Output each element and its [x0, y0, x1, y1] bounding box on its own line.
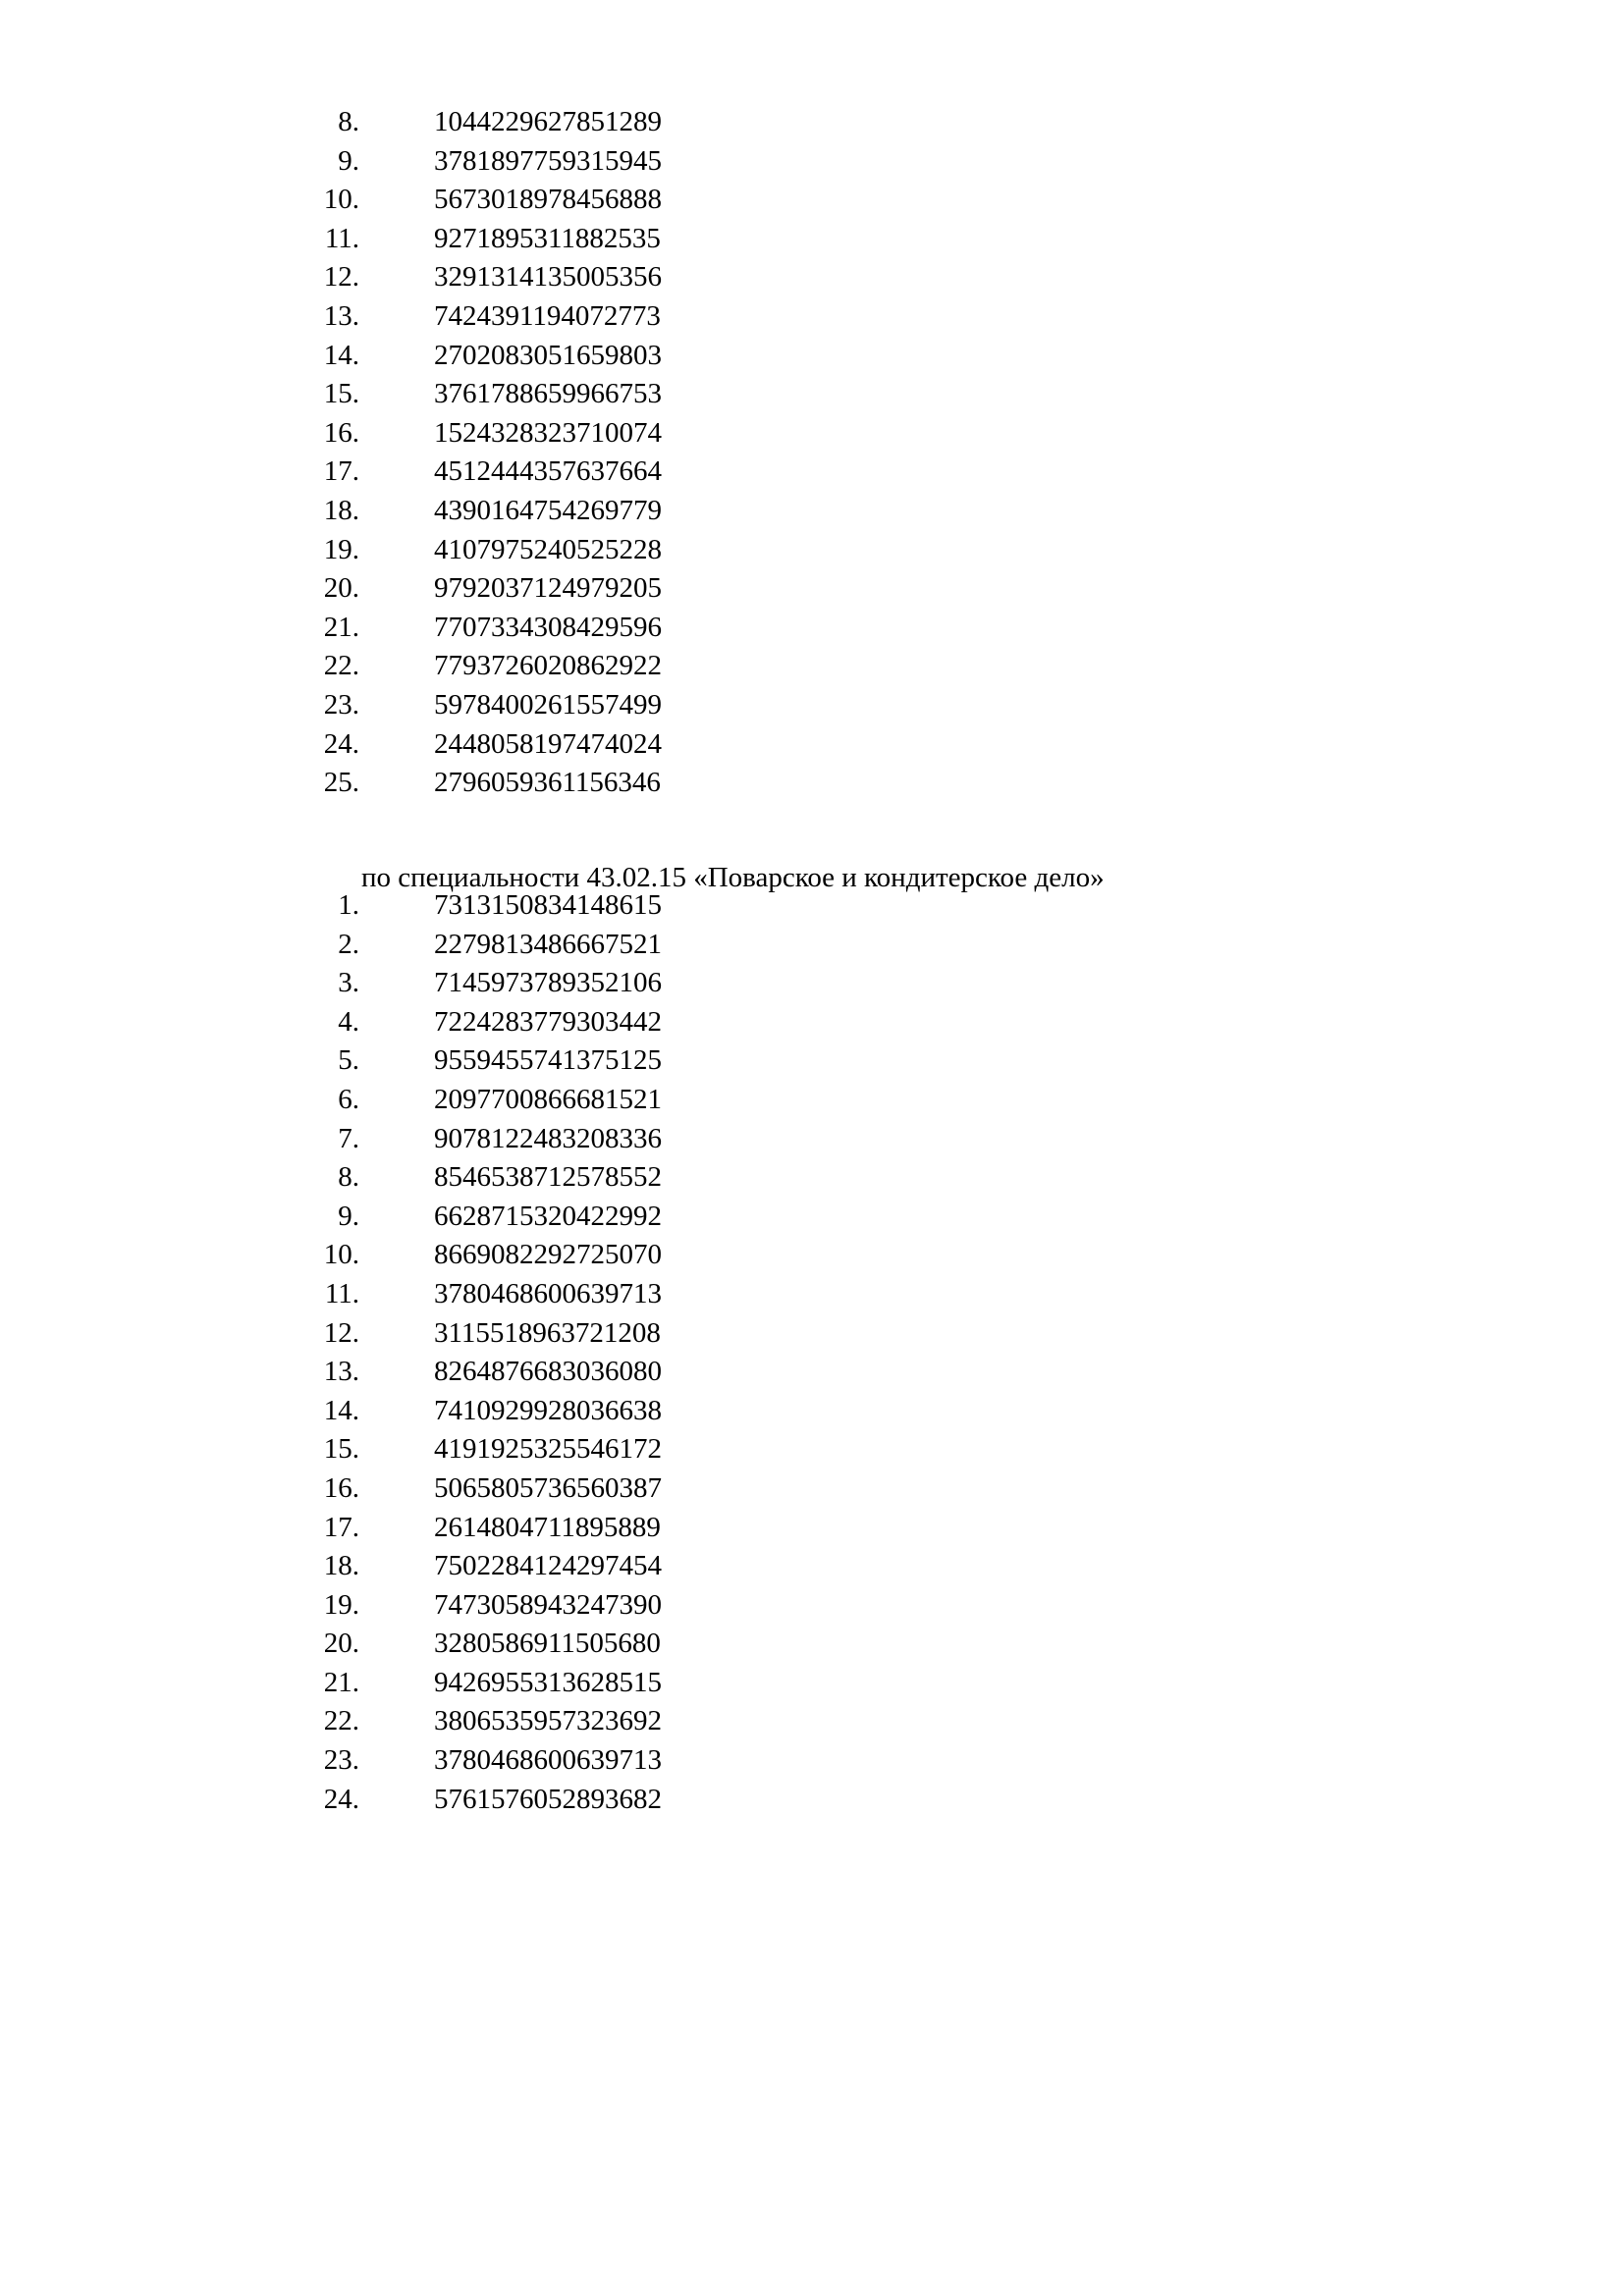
item-code: 3780468600639713	[434, 1744, 662, 1777]
list-item	[295, 220, 884, 259]
item-number: 23.	[323, 688, 359, 721]
item-number: 16.	[323, 416, 359, 449]
item-number: 11.	[324, 222, 359, 254]
item-number: 19.	[323, 1588, 359, 1621]
item-number: 22.	[323, 650, 359, 682]
item-number: 6.	[338, 1083, 359, 1115]
item-number: 14.	[323, 1394, 359, 1426]
item-number: 1.	[338, 889, 359, 921]
item-number: 15.	[323, 1433, 359, 1466]
item-code: 3115518963721208	[434, 1316, 661, 1349]
section-heading: по специальности 43.02.15 «Поварское и кондитерское дело»	[361, 862, 1105, 893]
item-code: 2796059361156346	[434, 767, 661, 799]
list-item	[295, 926, 884, 965]
list-item	[295, 964, 884, 1003]
item-code: 9271895311882535	[434, 222, 661, 254]
item-code: 9078122483208336	[434, 1122, 662, 1154]
item-code: 9792037124979205	[434, 572, 662, 605]
code-list-continued	[295, 103, 884, 803]
item-code: 7502284124297454	[434, 1550, 662, 1582]
list-item	[295, 1198, 884, 1237]
code-list-culinary	[295, 886, 884, 1819]
item-number: 16.	[323, 1471, 359, 1504]
item-number: 8.	[338, 106, 359, 137]
list-item	[295, 375, 884, 414]
item-code: 3780468600639713	[434, 1277, 662, 1309]
list-item	[295, 1664, 884, 1703]
item-code: 7424391194072773	[434, 299, 661, 332]
item-number: 24.	[323, 1783, 359, 1815]
item-number: 24.	[323, 727, 359, 760]
item-code: 7224283779303442	[434, 1005, 662, 1038]
item-number: 13.	[323, 1356, 359, 1388]
item-code: 3280586911505680	[434, 1628, 661, 1660]
list-item	[295, 1392, 884, 1431]
item-code: 8264876683036080	[434, 1356, 662, 1388]
list-item	[295, 1353, 884, 1392]
item-number: 19.	[323, 533, 359, 565]
item-number: 14.	[323, 339, 359, 371]
list-item	[295, 1314, 884, 1354]
list-item	[295, 414, 884, 454]
item-number: 17.	[323, 455, 359, 488]
item-code: 2614804711895889	[434, 1511, 661, 1543]
item-number: 23.	[323, 1744, 359, 1777]
list-item	[295, 1120, 884, 1159]
list-item	[295, 1547, 884, 1586]
list-item	[295, 1236, 884, 1275]
item-code: 8546538712578552	[434, 1161, 662, 1194]
item-code: 7707334308429596	[434, 611, 662, 643]
list-item	[295, 492, 884, 531]
list-item	[295, 886, 884, 926]
item-code: 5065805736560387	[434, 1471, 662, 1504]
list-item	[295, 1430, 884, 1469]
list-item	[295, 1702, 884, 1741]
item-code: 4512444357637664	[434, 455, 662, 488]
item-code: 1524328323710074	[434, 416, 662, 449]
item-number: 18.	[323, 494, 359, 526]
list-item	[295, 181, 884, 220]
item-code: 5673018978456888	[434, 184, 662, 216]
item-number: 8.	[338, 1161, 359, 1194]
item-number: 12.	[323, 1316, 359, 1349]
list-item	[295, 1003, 884, 1042]
item-number: 21.	[323, 1666, 359, 1698]
list-item	[295, 103, 884, 142]
item-number: 5.	[338, 1044, 359, 1077]
item-number: 9.	[338, 1200, 359, 1232]
item-number: 2.	[338, 928, 359, 960]
list-item	[295, 1509, 884, 1548]
list-item	[295, 258, 884, 297]
list-item	[295, 453, 884, 492]
item-number: 10.	[323, 184, 359, 216]
item-number: 18.	[323, 1550, 359, 1582]
item-code: 5761576052893682	[434, 1783, 662, 1815]
item-number: 20.	[323, 1628, 359, 1660]
item-code: 9559455741375125	[434, 1044, 662, 1077]
list-item	[295, 1741, 884, 1781]
item-number: 7.	[338, 1122, 359, 1154]
item-code: 4390164754269779	[434, 494, 662, 526]
item-code: 3781897759315945	[434, 144, 662, 177]
item-number: 25.	[323, 767, 359, 799]
item-code: 7793726020862922	[434, 650, 662, 682]
item-code: 4191925325546172	[434, 1433, 662, 1466]
list-item	[295, 764, 884, 803]
list-item	[295, 686, 884, 725]
item-code: 4107975240525228	[434, 533, 662, 565]
item-number: 22.	[323, 1705, 359, 1737]
item-number: 17.	[323, 1511, 359, 1543]
item-number: 15.	[323, 378, 359, 410]
item-code: 7473058943247390	[434, 1588, 662, 1621]
item-code: 8669082292725070	[434, 1239, 662, 1271]
item-code: 9426955313628515	[434, 1666, 662, 1698]
list-item	[295, 609, 884, 648]
list-item	[295, 1781, 884, 1820]
item-code: 2097700866681521	[434, 1083, 662, 1115]
list-item	[295, 1586, 884, 1626]
list-item	[295, 647, 884, 686]
item-code: 3806535957323692	[434, 1705, 662, 1737]
list-item	[295, 1041, 884, 1081]
item-number: 12.	[323, 261, 359, 294]
item-code: 6628715320422992	[434, 1200, 662, 1232]
list-item	[295, 1625, 884, 1664]
item-number: 21.	[323, 611, 359, 643]
item-number: 10.	[323, 1239, 359, 1271]
item-code: 5978400261557499	[434, 688, 662, 721]
list-item	[295, 569, 884, 609]
item-code: 7145973789352106	[434, 967, 662, 999]
item-code: 3291314135005356	[434, 261, 662, 294]
item-code: 1044229627851289	[434, 106, 662, 137]
item-number: 3.	[338, 967, 359, 999]
list-item	[295, 1275, 884, 1314]
item-number: 20.	[323, 572, 359, 605]
item-code: 2448058197474024	[434, 727, 662, 760]
list-item	[295, 531, 884, 570]
list-item	[295, 1469, 884, 1509]
item-number: 11.	[324, 1277, 359, 1309]
item-code: 2702083051659803	[434, 339, 662, 371]
item-code: 7410929928036638	[434, 1394, 662, 1426]
item-code: 3761788659966753	[434, 378, 662, 410]
list-item	[295, 1158, 884, 1198]
list-item	[295, 297, 884, 337]
item-number: 9.	[338, 144, 359, 177]
item-code: 2279813486667521	[434, 928, 662, 960]
item-number: 13.	[323, 299, 359, 332]
list-item	[295, 1081, 884, 1120]
item-code: 7313150834148615	[434, 889, 662, 921]
list-item	[295, 337, 884, 376]
item-number: 4.	[338, 1005, 359, 1038]
list-item	[295, 725, 884, 765]
list-item	[295, 142, 884, 182]
